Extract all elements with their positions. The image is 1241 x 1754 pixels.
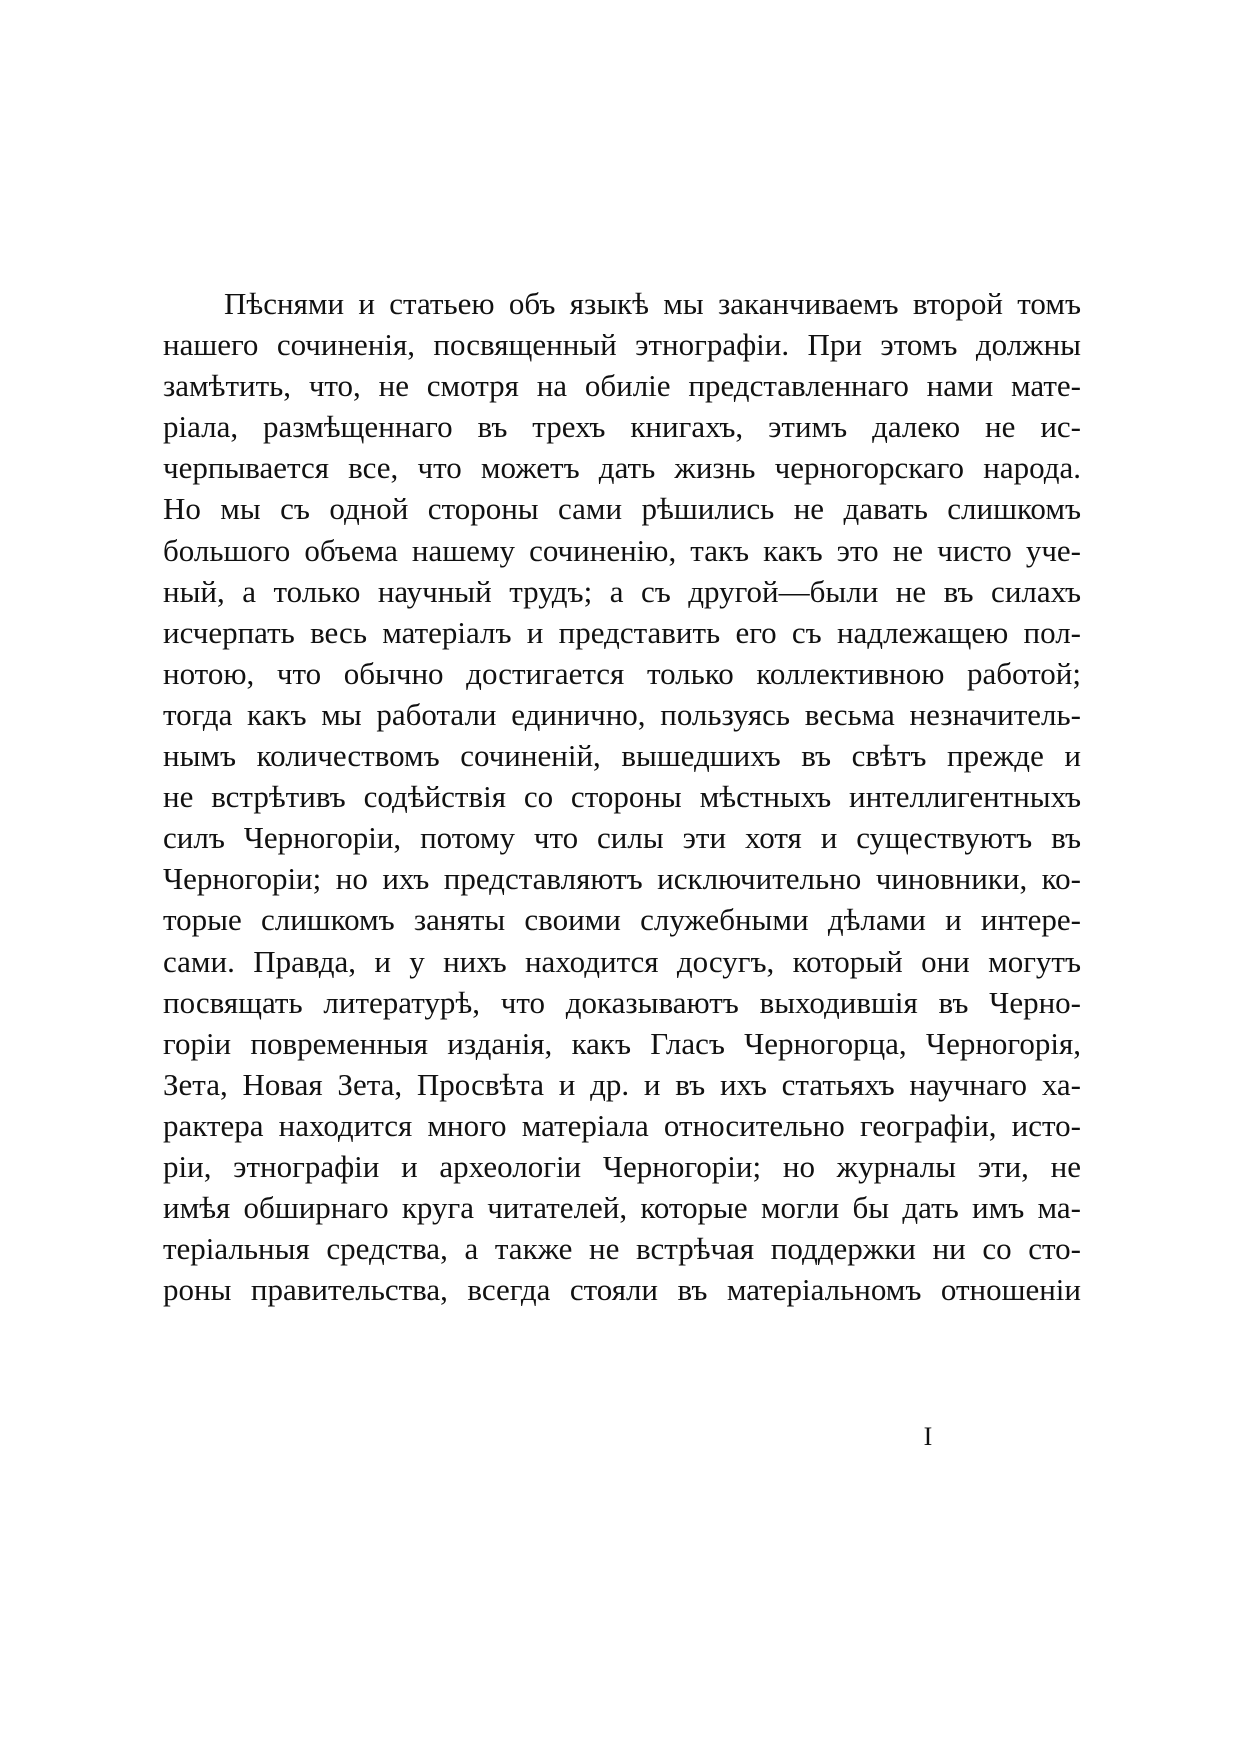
- text-line: торые слишкомъ заняты своими служебными дѣлами и интере-: [163, 902, 1081, 938]
- text-line: ріала, размѣщеннаго въ трехъ книгахъ, этимъ далеко не ис-: [163, 409, 1081, 445]
- text-line: теріальныя средства, а также не встрѣчая поддержки ни со сто-: [163, 1231, 1081, 1267]
- signature-mark: I: [923, 1422, 933, 1451]
- text-line: сами. Правда, и у нихъ находится досугъ, который они могутъ: [163, 943, 1081, 979]
- text-line: Но мы съ одной стороны сами рѣшились не давать слишкомъ: [163, 491, 1081, 527]
- text-line: горіи повременныя изданія, какъ Гласъ Черногорца, Черногорія,: [163, 1025, 1081, 1061]
- text-line: исчерпать весь матеріалъ и представить его съ надлежащею пол-: [163, 614, 1081, 650]
- text-line: имѣя обширнаго круга читателей, которые могли бы дать имъ ма-: [163, 1190, 1081, 1226]
- text-line: не встрѣтивъ содѣйствія со стороны мѣстныхъ интеллигентныхъ: [163, 779, 1081, 815]
- text-line: ріи, этнографіи и археологіи Черногоріи; но журналы эти, не: [163, 1148, 1081, 1184]
- text-line: нашего сочиненія, посвященный этнографіи. При этомъ должны: [163, 327, 1081, 363]
- text-line: Зета, Новая Зета, Просвѣта и др. и въ ихъ статьяхъ научнаго ха-: [163, 1066, 1081, 1102]
- text-line: большого объема нашему сочиненію, такъ какъ это не чисто уче-: [163, 532, 1081, 568]
- text-line: черпывается все, что можетъ дать жизнь черногорскаго народа.: [163, 450, 1081, 486]
- text-line: силъ Черногоріи, потому что силы эти хотя и существуютъ въ: [163, 820, 1081, 856]
- text-line: нымъ количествомъ сочиненій, вышедшихъ въ свѣтъ прежде и: [163, 738, 1081, 774]
- text-line: рактера находится много матеріала относительно географіи, исто-: [163, 1107, 1081, 1143]
- text-line: роны правительства, всегда стояли въ матеріальномъ отношеніи: [163, 1272, 1081, 1308]
- text-line: замѣтить, что, не смотря на обиліе представленнаго нами мате-: [163, 368, 1081, 404]
- text-line: нотою, что обычно достигается только коллективною работой;: [163, 655, 1081, 691]
- body-text: [163, 283, 1081, 1310]
- text-line: Пѣснями и статьею объ языкѣ мы заканчиваемъ второй томъ: [224, 286, 1081, 321]
- text-line: посвящать литературѣ, что доказываютъ выходившія въ Черно-: [163, 984, 1081, 1020]
- text-line: тогда какъ мы работали единично, пользуясь весьма незначитель-: [163, 696, 1081, 732]
- text-line: Черногоріи; но ихъ представляютъ исключительно чиновники, ко-: [163, 861, 1081, 897]
- text-line: ный, а только научный трудъ; а съ другой—были не въ силахъ: [163, 573, 1081, 609]
